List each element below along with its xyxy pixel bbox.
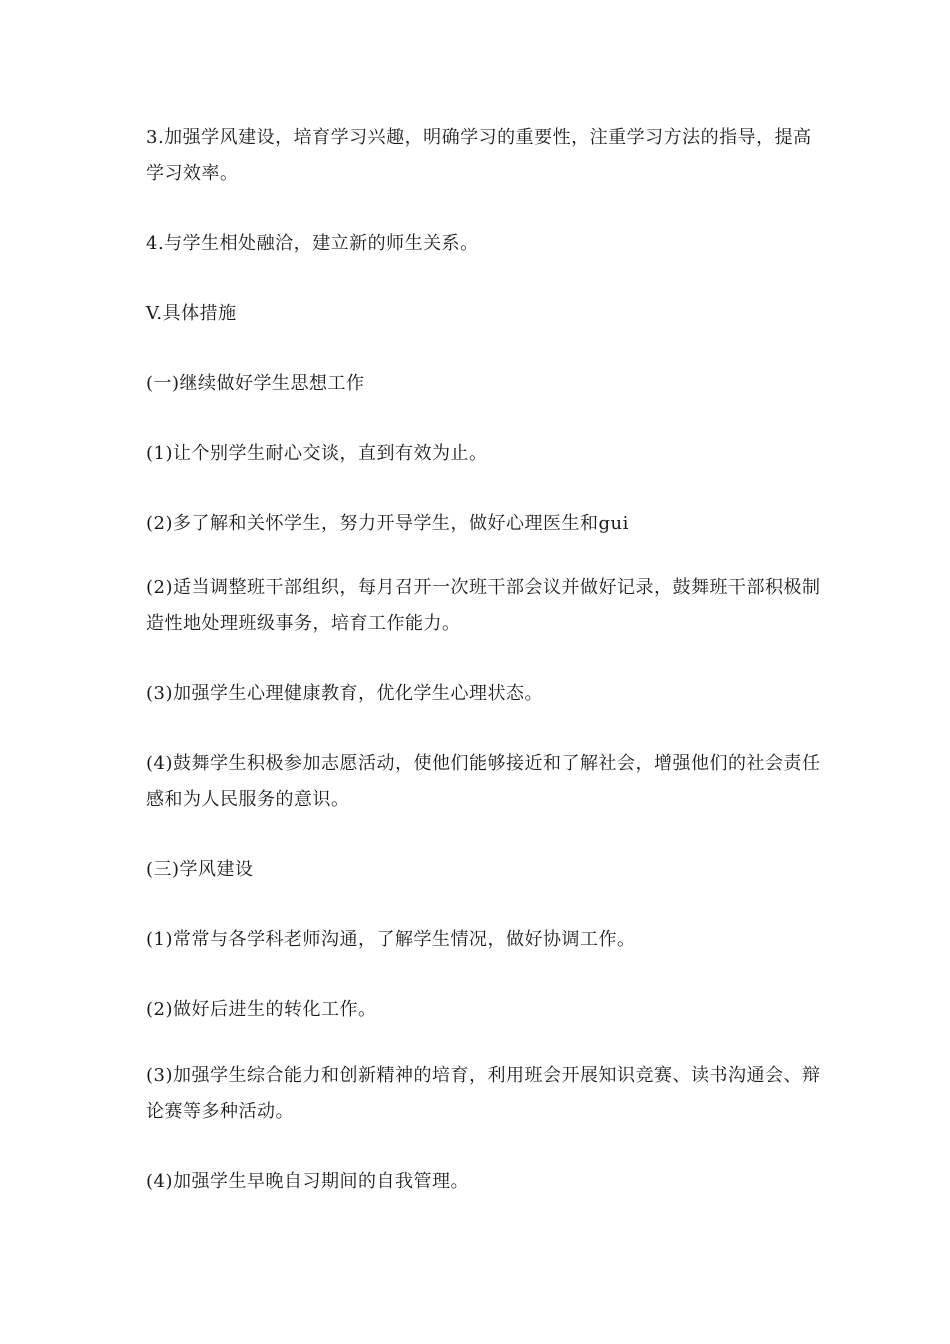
paragraph-item-2-underachievers: (2)做好后进生的转化工作。 [146, 999, 377, 1020]
paragraph-item-2-class-cadre: (2)适当调整班干部组织，每月召开一次班干部会议并做好记录，鼓舞班干部积极制造性地处理班级事务，培育工作能力。 [146, 577, 821, 634]
paragraph-item-1-talk: (1)让个别学生耐心交谈，直到有效为止。 [146, 443, 488, 464]
paragraph-item-4-volunteer: (4)鼓舞学生积极参加志愿活动，使他们能够接近和了解社会，增强他们的社会责任感和为人民服务的意识。 [146, 753, 821, 810]
paragraph-item-4-self-management: (4)加强学生早晚自习期间的自我管理。 [146, 1171, 469, 1192]
paragraph-study-style-goal: 3.加强学风建设，培育学习兴趣，明确学习的重要性，注重学习方法的指导，提高学习效率。 [146, 127, 812, 184]
paragraph-item-2-care: (2)多了解和关怀学生，努力开导学生，做好心理医生和gui [146, 513, 629, 534]
paragraph-item-1-communicate: (1)常常与各学科老师沟通，了解学生情况，做好协调工作。 [146, 929, 636, 950]
paragraph-item-3-mental-health: (3)加强学生心理健康教育，优化学生心理状态。 [146, 683, 543, 704]
paragraph-teacher-student-relation: 4.与学生相处融洽，建立新的师生关系。 [146, 233, 479, 254]
paragraph-item-3-comprehensive-ability: (3)加强学生综合能力和创新精神的培育，利用班会开展知识竞赛、读书沟通会、辩论赛等多种活动。 [146, 1065, 821, 1122]
section-heading-measures: V.具体措施 [146, 303, 237, 324]
subsection-heading-study-style: (三)学风建设 [146, 859, 254, 880]
subsection-heading-thought-work: (一)继续做好学生思想工作 [146, 373, 365, 394]
